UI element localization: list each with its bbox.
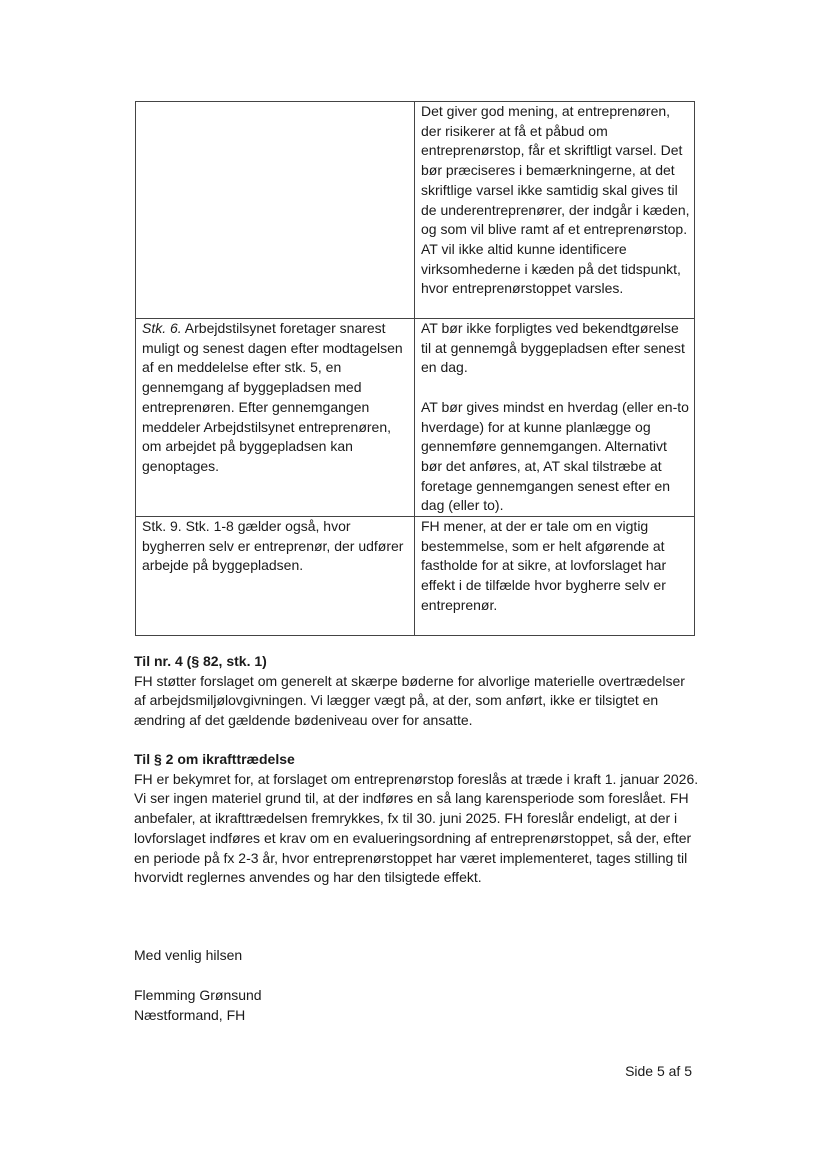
signature-block xyxy=(134,986,699,1025)
provision-label: Stk. 6. xyxy=(142,320,182,336)
section-heading: Til § 2 om ikrafttrædelse xyxy=(134,751,295,767)
comment-text: Det giver god mening, at entreprenøren, der risikerer at få et påbud om entreprenørstop, får et skriftligt varsel. Det bør præciseres i bemærkningerne, at det skriftlige varsel ikke samtidig skal gives til de underentreprenører, der indgår i kæden, og som vil blive ramt af et entreprenørstop. AT vil ikke altid kunne identificere virksomhederne i kæden på det tidspunkt, hvor entreprenørstoppet varsles. xyxy=(421,103,690,297)
provision-cell xyxy=(136,319,415,517)
comment-text: FH mener, at der er tale om en vigtig bestemmelse, som er helt afgørende at fastholde for at sikre, at lovforslaget har effekt i de tilfælde hvor bygherre selv er entreprenør. xyxy=(421,518,667,613)
provision-text: Stk. 9. Stk. 1-8 gælder også, hvor bygherren selv er entreprenør, der udfører arbejde på byggepladsen. xyxy=(142,518,404,574)
table-row xyxy=(136,102,695,319)
table-row xyxy=(136,517,695,636)
signatory-title: Næstformand, FH xyxy=(134,1006,246,1023)
table-row xyxy=(136,319,695,517)
section-heading: Til nr. 4 (§ 82, stk. 1) xyxy=(134,653,267,669)
provision-cell xyxy=(136,517,415,636)
section-penalties xyxy=(134,652,699,731)
comment-cell xyxy=(415,319,695,517)
closing-greeting: Med venlig hilsen xyxy=(134,947,243,963)
section-text: FH støtter forslaget om generelt at skærpe bøderne for alvorlige materielle overtrædelser af arbejdsmiljølovgivningen. Vi lægger vægt på, at der, som anført, ikke er tilsigtet en ændring af det gældende bødeniveau over for ansatte. xyxy=(134,672,685,729)
comment-cell xyxy=(415,517,695,636)
comment-cell xyxy=(415,102,695,319)
provision-cell xyxy=(136,102,415,319)
comment-paragraph: AT bør ikke forpligtes ved bekendtgørelse til at gennemgå byggepladsen efter senest en dag. xyxy=(421,320,685,376)
comment-paragraph: AT bør gives mindst en hverdag (eller en-to hverdage) for at kunne planlægge og gennemføre gennemgangen. Alternativt bør det anføres, at, AT skal tilstræbe at foretage gennemgangen senest efter en dag (eller to). xyxy=(421,398,689,514)
provision-text: Arbejdstilsynet foretager snarest muligt og senest dagen efter modtagelsen af en meddelelse efter stk. 5, en gennemgang af byggepladsen med entreprenøren. Efter gennemgangen meddeler Arbejdstilsynet entreprenøren, om arbejdet på byggepladsen kan genoptages. xyxy=(142,320,403,474)
section-commencement xyxy=(134,750,699,888)
page-number: Side 5 af 5 xyxy=(625,1063,692,1079)
comments-table xyxy=(135,101,695,636)
signatory-name: Flemming Grønsund xyxy=(134,987,262,1003)
section-text: FH er bekymret for, at forslaget om entreprenørstop foreslås at træde i kraft 1. januar 2026. Vi ser ingen materiel grund til, at der indføres en så lang karensperiode som foreslået. FH anbefaler, at ikrafttrædelsen fremrykkes, fx til 30. juni 2025. FH foreslår endeligt, at der i lovforslaget indføres et krav om en evalueringsordning af entreprenørstoppet, så der, efter en periode på fx 2-3 år, hvor entreprenørstoppet har været implementeret, tages stilling til hvorvidt reglernes anvendes og har den tilsigtede effekt. xyxy=(134,770,699,886)
